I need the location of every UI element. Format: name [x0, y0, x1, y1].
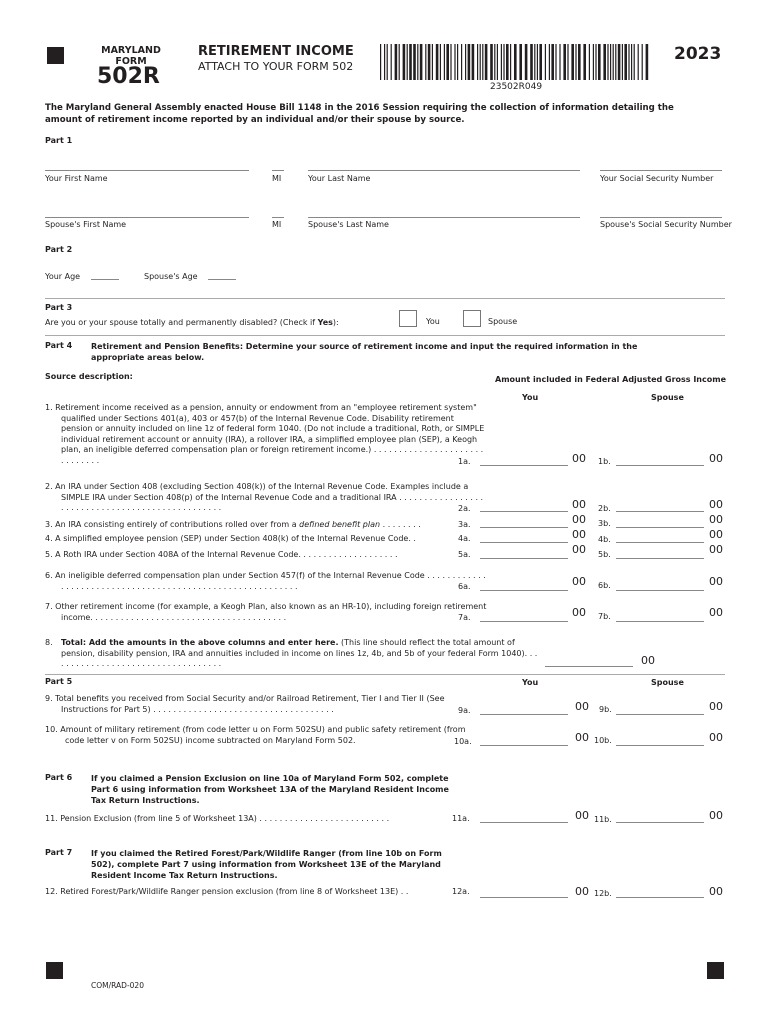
- line8-input[interactable]: [545, 666, 633, 667]
- line1b-label: 1b.: [598, 457, 611, 466]
- line8-cents: 00: [641, 654, 655, 667]
- line1a-input[interactable]: [480, 465, 568, 466]
- col-you-header: You: [522, 393, 539, 402]
- spouse-first-name-label: Spouse's First Name: [45, 220, 127, 229]
- line5a-label: 5a.: [458, 550, 471, 559]
- line1a-label: 1a.: [458, 457, 471, 466]
- form-subtitle: ATTACH TO YOUR FORM 502: [198, 60, 354, 73]
- spouse-last-name-label: Spouse's Last Name: [308, 220, 389, 229]
- line12a-input[interactable]: [480, 897, 568, 898]
- line11b-label: 11b.: [594, 815, 612, 824]
- spouse-ssn-input[interactable]: [600, 217, 722, 218]
- your-age-input[interactable]: [91, 279, 119, 280]
- part3-heading: Part 3: [45, 303, 73, 312]
- line10a-label: 10a.: [454, 737, 472, 746]
- line3a-cents: 00: [572, 513, 586, 526]
- last-name-label: Your Last Name: [308, 174, 371, 183]
- first-name-label: Your First Name: [45, 174, 108, 183]
- part4-title: Retirement and Pension Benefits: Determine your source of retirement income and input the required information in the appropriate areas below.: [91, 342, 638, 362]
- line11a-input[interactable]: [480, 822, 568, 823]
- line4a-cents: 00: [572, 528, 586, 541]
- first-name-input[interactable]: [45, 170, 249, 171]
- line6-text: 6. An ineligible deferred compensation plan under Section 457(f) of the Internal Revenue Code . . . . . . . . . . . . . . . . . . . . . . . . . . . . . . . . . . . . . . . . . . . . . . . . . . . . . . . . . . .: [45, 571, 486, 591]
- line2a-input[interactable]: [480, 511, 568, 512]
- line2b-cents: 00: [709, 498, 723, 511]
- line9b-cents: 00: [709, 700, 723, 713]
- form-year: 2023: [674, 44, 722, 64]
- line5b-cents: 00: [709, 543, 723, 556]
- line3-text: [45, 520, 471, 531]
- line1b-input[interactable]: [616, 465, 704, 466]
- ssn-input[interactable]: [600, 170, 722, 171]
- line7a-cents: 00: [572, 606, 586, 619]
- line4-text: 4. A simplified employee pension (SEP) under Section 408(k) of the Internal Revenue Code. .: [45, 534, 416, 543]
- line10b-label: 10b.: [594, 736, 612, 745]
- spouse-age-input[interactable]: [208, 279, 236, 280]
- line5b-label: 5b.: [598, 550, 611, 559]
- line12a-cents: 00: [575, 885, 589, 898]
- source-description-label: Source description:: [45, 372, 133, 381]
- line4b-label: 4b.: [598, 535, 611, 544]
- part4-heading: Part 4: [45, 341, 73, 350]
- line6b-input[interactable]: [616, 590, 704, 591]
- line7a-label: 7a.: [458, 613, 471, 622]
- spouse-age-label: Spouse's Age: [144, 272, 198, 281]
- line3b-label: 3b.: [598, 519, 611, 528]
- line12b-input[interactable]: [616, 897, 704, 898]
- form-code: COM/RAD-020: [91, 981, 144, 990]
- line6b-cents: 00: [709, 575, 723, 588]
- line7b-input[interactable]: [616, 621, 704, 622]
- col-spouse-header: Spouse: [651, 393, 684, 402]
- line7b-label: 7b.: [598, 612, 611, 621]
- your-age-label: Your Age: [45, 272, 81, 281]
- line11-text: 11. Pension Exclusion (from line 5 of Worksheet 13A) . . . . . . . . . . . . . . . . . . . . . . . . . .: [45, 814, 390, 823]
- line8-rest: (This line should reflect the total amount of pension, disability pension, IRA and annuities included in income on lines 1z, 4b, and 5b of your federal Form 1040). . . . . . . . . . . . . . . . . . . . . . . . . . . . . . . . . . .: [61, 638, 538, 668]
- line8-bold: Total: Add the amounts in the above columns and enter here.: [61, 638, 339, 647]
- line8-text: [61, 638, 541, 670]
- line11b-input[interactable]: [616, 822, 704, 823]
- line3a-input[interactable]: [480, 527, 568, 528]
- spouse-checkbox-label: Spouse: [488, 317, 518, 326]
- barcode-text: 23502R049: [490, 82, 543, 92]
- part5-col-spouse: Spouse: [651, 678, 684, 687]
- line5a-input[interactable]: [480, 558, 568, 559]
- mi-label: MI: [272, 174, 282, 183]
- line10a-input[interactable]: [480, 745, 568, 746]
- line2b-input[interactable]: [616, 511, 704, 512]
- amount-header: Amount included in Federal Adjusted Gross Income: [495, 375, 726, 384]
- line5a-cents: 00: [572, 543, 586, 556]
- spouse-mi-input[interactable]: [272, 217, 284, 218]
- line7a-input[interactable]: [480, 621, 568, 622]
- line2a-label: 2a.: [458, 504, 471, 513]
- line10b-cents: 00: [709, 731, 723, 744]
- line6a-cents: 00: [572, 575, 586, 588]
- line11a-cents: 00: [575, 809, 589, 822]
- line6b-label: 6b.: [598, 581, 611, 590]
- disabled-question-yes: Yes: [317, 318, 333, 327]
- line2b-label: 2b.: [598, 504, 611, 513]
- part7-heading: Part 7: [45, 848, 73, 857]
- disabled-question: [45, 318, 339, 327]
- line2a-cents: 00: [572, 498, 586, 511]
- line9b-input[interactable]: [616, 714, 704, 715]
- line4b-cents: 00: [709, 528, 723, 541]
- line8-number: 8.: [45, 638, 53, 647]
- you-disabled-checkbox[interactable]: [399, 310, 417, 327]
- line9-text: 9. Total benefits you received from Social Security and/or Railroad Retirement, Tier I and Tier II (See Instructions for Part 5) . . . . . . . . . . . . . . . . . . . . . . . . . . . . . . . . . . . .: [45, 694, 445, 714]
- divider: [45, 335, 725, 336]
- form-word: FORM: [115, 56, 147, 67]
- divider: [45, 674, 725, 675]
- line1a-cents: 00: [572, 452, 586, 465]
- spouse-mi-label: MI: [272, 220, 282, 229]
- line9a-input[interactable]: [480, 714, 568, 715]
- spouse-last-name-input[interactable]: [308, 217, 580, 218]
- disabled-question-post: ):: [332, 318, 339, 327]
- form-state: MARYLAND: [101, 45, 161, 56]
- registration-mark-bottom-right: [707, 962, 724, 979]
- line1b-cents: 00: [709, 452, 723, 465]
- line5b-input[interactable]: [616, 558, 704, 559]
- line6a-label: 6a.: [458, 582, 471, 591]
- line10b-input[interactable]: [616, 745, 704, 746]
- barcode: [380, 44, 650, 80]
- line10a-cents: 00: [575, 731, 589, 744]
- registration-mark-bottom-left: [46, 962, 63, 979]
- line6a-input[interactable]: [480, 590, 568, 591]
- line3b-cents: 00: [709, 513, 723, 526]
- part6-heading: Part 6: [45, 773, 73, 782]
- intro-text: The Maryland General Assembly enacted House Bill 1148 in the 2016 Session requiring the collection of information detailing the amount of retirement income reported by an individual and/or their spouse by source.: [45, 103, 674, 125]
- part5-heading: Part 5: [45, 677, 73, 686]
- part1-heading: Part 1: [45, 136, 73, 145]
- line3-text-italic: defined benefit plan: [299, 520, 381, 529]
- line4a-input[interactable]: [480, 542, 568, 543]
- line12-text: 12. Retired Forest/Park/Wildlife Ranger pension exclusion (from line 8 of Worksheet 13E) . .: [45, 887, 409, 896]
- spouse-first-name-input[interactable]: [45, 217, 249, 218]
- line3a-label: 3a.: [458, 520, 471, 529]
- disabled-question-pre: Are you or your spouse totally and permanently disabled? (Check if: [45, 318, 318, 327]
- form-number: 502R: [97, 64, 160, 89]
- line7-text: 7. Other retirement income (for example, a Keogh Plan, also known as an HR-10), including foreign retirement income. . . . . . . . . . . . . . . . . . . . . . . . . . . . . . . . . . . . . . .: [45, 602, 487, 622]
- divider: [45, 298, 725, 299]
- spouse-disabled-checkbox[interactable]: [463, 310, 481, 327]
- part7-title: If you claimed the Retired Forest/Park/Wildlife Ranger (from line 10b on Form 502), complete Part 7 using information from Worksheet 13E of the Maryland Resident Income Tax Return Instructions.: [91, 849, 442, 880]
- line4a-label: 4a.: [458, 534, 471, 543]
- part5-col-you: You: [522, 678, 539, 687]
- you-checkbox-label: You: [426, 317, 440, 326]
- line5-text: 5. A Roth IRA under Section 408A of the Internal Revenue Code. . . . . . . . . . . . . . . . . . . .: [45, 550, 398, 559]
- mi-input[interactable]: [272, 170, 284, 171]
- line12b-cents: 00: [709, 885, 723, 898]
- line4b-input[interactable]: [616, 542, 704, 543]
- line3-text-post: . . . . . . . .: [380, 520, 421, 529]
- registration-mark-top-left: [47, 47, 64, 64]
- line3b-input[interactable]: [616, 527, 704, 528]
- line11b-cents: 00: [709, 809, 723, 822]
- part2-heading: Part 2: [45, 245, 73, 254]
- form-title: RETIREMENT INCOME: [198, 44, 354, 59]
- line9a-label: 9a.: [458, 706, 471, 715]
- line2-text: 2. An IRA under Section 408 (excluding Section 408(k)) of the Internal Revenue Code. Examples include a SIMPLE IRA under Section 408(p) of the Internal Revenue Code and a traditional IRA . . . . . . . . . . . . . . . . . . . . . . . . . . . . . . . . . . . . . . . . . . . . . . . . .: [45, 482, 484, 512]
- spouse-ssn-label: Spouse's Social Security Number: [600, 220, 732, 229]
- line10-text: 10. Amount of military retirement (from code letter u on Form 502SU) and public safety retirement (from code letter v on Form 502SU) income subtracted on Maryland Form 502.: [45, 725, 466, 745]
- line3-text-pre: 3. An IRA consisting entirely of contributions rolled over from a: [45, 520, 300, 529]
- line7b-cents: 00: [709, 606, 723, 619]
- ssn-label: Your Social Security Number: [600, 174, 714, 183]
- part6-title: If you claimed a Pension Exclusion on line 10a of Maryland Form 502, complete Part 6 using information from Worksheet 13A of the Maryland Resident Income Tax Return Instructions.: [91, 774, 449, 805]
- line9b-label: 9b.: [599, 705, 612, 714]
- line1-text: 1. Retirement income received as a pension, annuity or endowment from an "employee retirement system" qualified under Sections 401(a), 403 or 457(b) of the Internal Revenue Code. Disability retirement pension or annuity included on line 1z of federal form 1040. (Do not include a traditional, Roth, or SIMPLE individual retirement account or annuity (IRA), a rollover IRA, a simplified employee plan (SEP), a Keogh plan, an ineligible deferred compensation plan or foreign retirement income.) . . . . . . . . . . . . . . . . . . . . . . . . . . . . . .: [45, 403, 485, 465]
- last-name-input[interactable]: [308, 170, 580, 171]
- line12a-label: 12a.: [452, 887, 470, 896]
- line11a-label: 11a.: [452, 814, 470, 823]
- line9a-cents: 00: [575, 700, 589, 713]
- line12b-label: 12b.: [594, 889, 612, 898]
